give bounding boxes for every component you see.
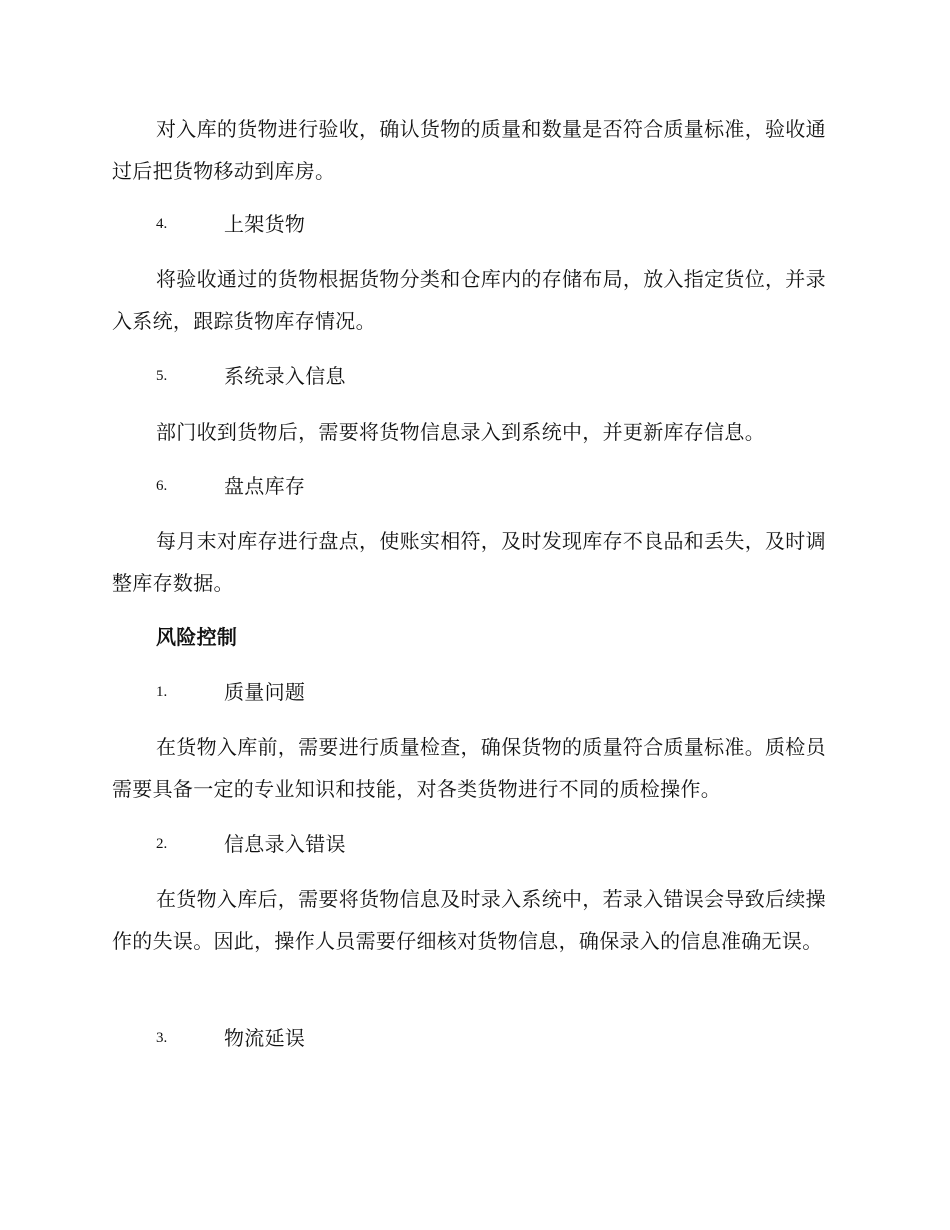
list-label: 信息录入错误 xyxy=(224,832,346,856)
list-number: 1. xyxy=(156,684,168,700)
list-number: 4. xyxy=(156,216,168,232)
paragraph-entry-error: 在货物入库后，需要将货物信息及时录入系统中，若录入错误会导致后续操作的失误。因此，操作人员需要仔细核对货物信息，确保录入的信息准确无误。 xyxy=(112,887,826,953)
paragraph-shelve: 将验收通过的货物根据货物分类和仓库内的存储布局，放入指定货位，并录入系统，跟踪货物库存情况。 xyxy=(112,267,826,333)
section-heading-risk: 风险控制 xyxy=(156,625,238,649)
paragraph-quality: 在货物入库前，需要进行质量检查，确保货物的质量符合质量标准。质检员需要具备一定的专业知识和技能，对各类货物进行不同的质检操作。 xyxy=(112,735,826,801)
list-number: 2. xyxy=(156,836,168,852)
list-number: 6. xyxy=(156,478,168,494)
paragraph-system-entry: 部门收到货物后，需要将货物信息录入到系统中，并更新库存信息。 xyxy=(156,420,765,444)
list-label: 系统录入信息 xyxy=(224,364,346,388)
list-label: 上架货物 xyxy=(224,212,306,236)
list-number: 5. xyxy=(156,368,168,384)
list-label: 质量问题 xyxy=(224,680,306,704)
list-label: 盘点库存 xyxy=(224,474,306,498)
list-label: 物流延误 xyxy=(224,1026,306,1050)
list-number: 3. xyxy=(156,1030,168,1046)
paragraph-acceptance: 对入库的货物进行验收，确认货物的质量和数量是否符合质量标准，验收通过后把货物移动到库房。 xyxy=(112,117,826,183)
paragraph-inventory: 每月末对库存进行盘点，使账实相符，及时发现库存不良品和丢失，及时调整库存数据。 xyxy=(112,529,826,595)
